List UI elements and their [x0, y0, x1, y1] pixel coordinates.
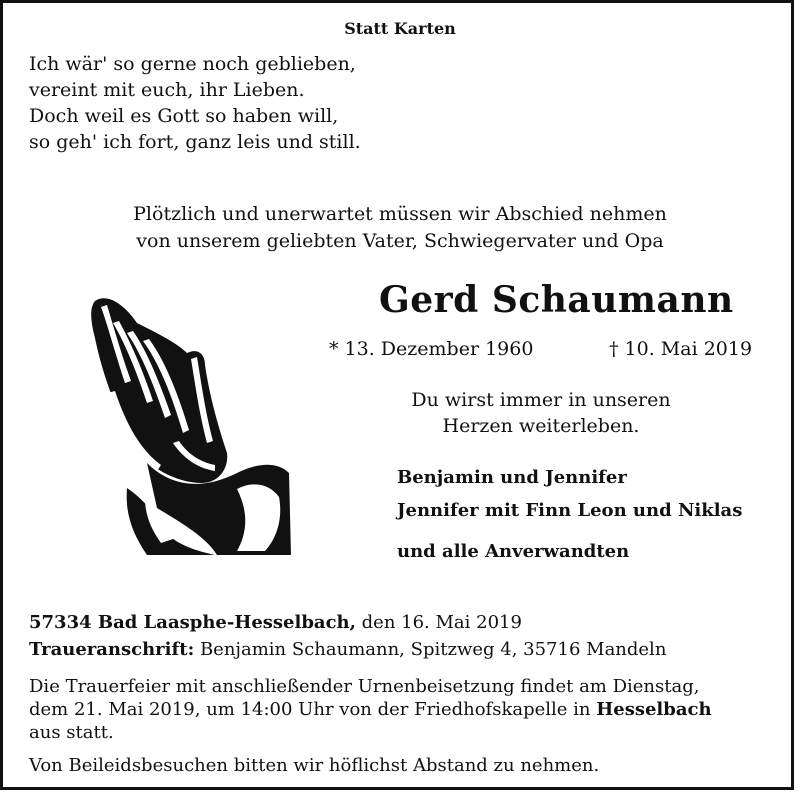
intro-text [3, 201, 797, 255]
ceremony-line: Die Trauerfeier mit anschließender Urnenbeisetzung findet am Dienstag, [29, 676, 700, 697]
poem-line: Ich wär' so gerne noch geblieben, [29, 53, 356, 75]
poem-line: so geh' ich fort, ganz leis und still. [29, 131, 361, 153]
location-place: 57334 Bad Laasphe-Hesselbach, [29, 612, 356, 633]
condolence-note: Von Beileidsbesuchen bitten wir höflichst Abstand zu nehmen. [29, 755, 600, 776]
mourning-address [29, 639, 666, 660]
mourner-line: Jennifer mit Finn Leon und Niklas [397, 500, 743, 521]
header-label: Statt Karten [344, 19, 456, 38]
address-label: Traueranschrift: [29, 639, 195, 660]
quote-line: Du wirst immer in unseren [411, 389, 671, 411]
ceremony-line: aus statt. [29, 722, 114, 743]
memorial-quote [393, 387, 689, 439]
mourner-line: und alle Anverwandten [397, 541, 630, 562]
ceremony-notice [29, 675, 769, 744]
birth-date: * 13. Dezember 1960 [329, 338, 534, 360]
praying-hands-icon [87, 293, 293, 557]
ceremony-place: Hesselbach [596, 699, 712, 720]
intro-line: Plötzlich und unerwartet müssen wir Abschied nehmen [133, 203, 667, 225]
poem [29, 51, 361, 155]
poem-line: Doch weil es Gott so haben will, [29, 105, 339, 127]
deceased-name: Gerd Schaumann [379, 279, 734, 321]
poem-line: vereint mit euch, ihr Lieben. [29, 79, 305, 101]
intro-line: von unserem geliebten Vater, Schwiegervater und Opa [136, 230, 664, 252]
mourner-line: Benjamin und Jennifer [397, 467, 627, 488]
ceremony-line [29, 698, 769, 721]
ceremony-line-text: dem 21. Mai 2019, um 14:00 Uhr von der Friedhofskapelle in [29, 699, 597, 720]
death-date: † 10. Mai 2019 [609, 338, 753, 360]
quote-line: Herzen weiterleben. [442, 415, 640, 437]
location-date [29, 612, 522, 633]
address-value: Benjamin Schaumann, Spitzweg 4, 35716 Mandeln [194, 639, 667, 660]
location-date-value: den 16. Mai 2019 [355, 612, 522, 633]
